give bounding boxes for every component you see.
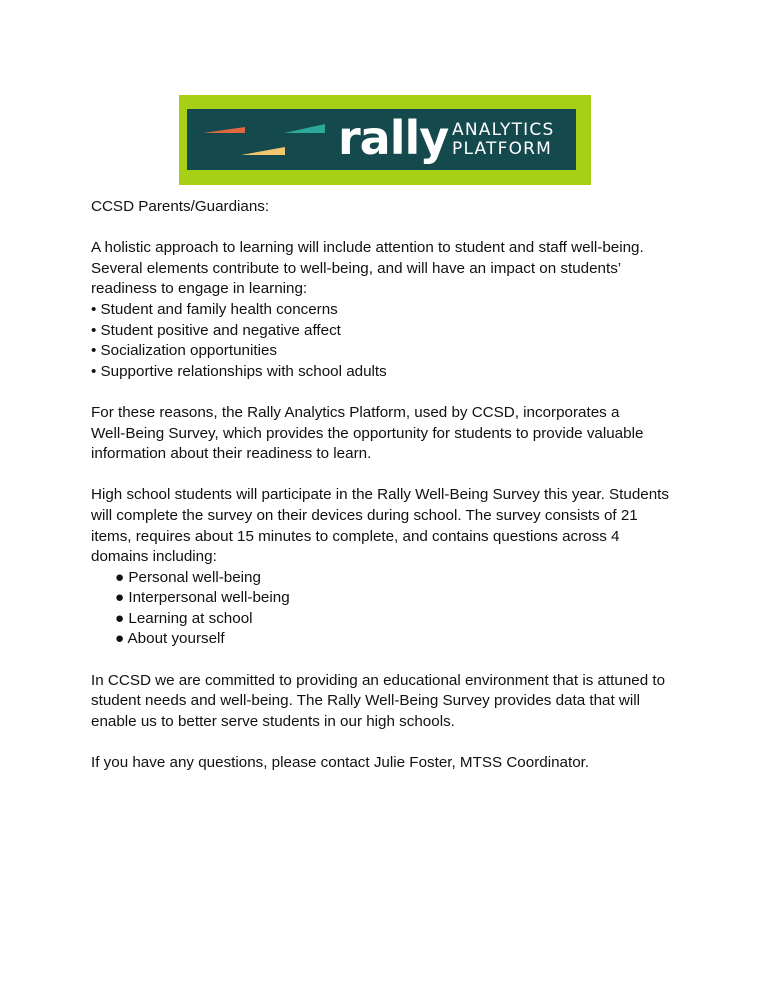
domain-list-item: ● About yourself bbox=[115, 630, 225, 648]
domain-list-item: ● Learning at school bbox=[115, 609, 253, 627]
domain-list-item: ● Interpersonal well-being bbox=[115, 589, 290, 607]
rally-logo bbox=[179, 95, 591, 185]
logo-tagline-line1: ANALYTICS bbox=[452, 120, 555, 140]
element-list-item: • Supportive relationships with school adults bbox=[91, 362, 387, 380]
yellow-stripe-icon bbox=[241, 147, 285, 155]
logo-tagline-line2: PLATFORM bbox=[452, 139, 553, 159]
teal-stripe-icon bbox=[284, 124, 325, 133]
intro-line: Several elements contribute to well-being, and will have an impact on students’ bbox=[91, 259, 622, 277]
commitment-line: enable us to better serve students in our high schools. bbox=[91, 712, 455, 730]
survey-line: High school students will participate in the Rally Well-Being Survey this year. Students bbox=[91, 486, 669, 504]
logo-wordmark: rally bbox=[338, 111, 449, 165]
element-list-item: • Student and family health concerns bbox=[91, 300, 338, 318]
paragraph-spacer bbox=[91, 218, 691, 239]
intro-line: readiness to engage in learning: bbox=[91, 280, 308, 298]
survey-line: domains including: bbox=[91, 548, 217, 566]
reasons-line: Well-Being Survey, which provides the opportunity for students to provide valuable bbox=[91, 424, 644, 442]
element-list-item: • Socialization opportunities bbox=[91, 342, 277, 360]
salutation: CCSD Parents/Guardians: bbox=[91, 198, 270, 215]
domain-list-item: ● Personal well-being bbox=[115, 568, 261, 586]
logo-panel bbox=[187, 109, 576, 170]
orange-stripe-icon bbox=[203, 127, 245, 133]
paragraph-spacer bbox=[91, 732, 691, 753]
commitment-line: student needs and well-being. The Rally Well-Being Survey provides data that will bbox=[91, 692, 641, 710]
intro-line: A holistic approach to learning will include attention to student and staff well-being. bbox=[91, 239, 644, 257]
letter-body bbox=[91, 197, 691, 774]
commitment-line: In CCSD we are committed to providing an educational environment that is attuned to bbox=[91, 671, 666, 689]
paragraph-spacer bbox=[91, 382, 691, 403]
paragraph-spacer bbox=[91, 650, 691, 671]
logo-tagline bbox=[452, 121, 554, 159]
contact-line: If you have any questions, please contact Julie Foster, MTSS Coordinator. bbox=[91, 754, 590, 772]
element-list-item: • Student positive and negative affect bbox=[91, 321, 341, 339]
survey-line: items, requires about 15 minutes to complete, and contains questions across 4 bbox=[91, 527, 620, 545]
survey-line: will complete the survey on their devices during school. The survey consists of 21 bbox=[91, 506, 638, 524]
paragraph-spacer bbox=[91, 465, 691, 486]
reasons-line: information about their readiness to learn. bbox=[91, 445, 372, 463]
reasons-line: For these reasons, the Rally Analytics Platform, used by CCSD, incorporates a bbox=[91, 403, 620, 421]
